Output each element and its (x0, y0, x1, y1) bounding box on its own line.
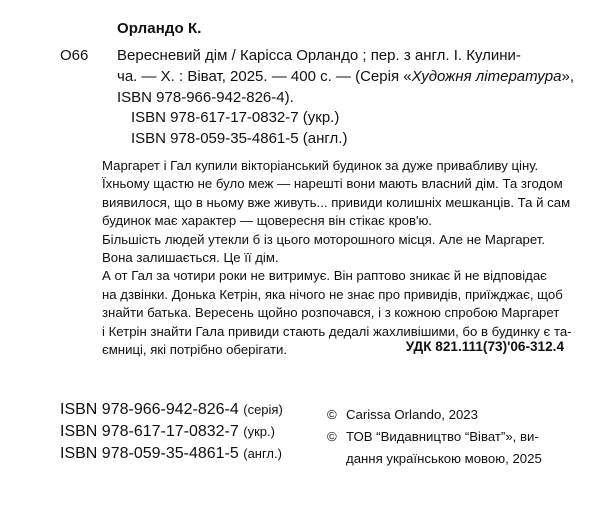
annotation-line: Їхньому щастю не було меж — нарешті вони мають власний дім. Та згодом (102, 176, 563, 192)
bottom-isbn: ISBN 978-059-35-4861-5 (англ.) (60, 445, 282, 462)
author-name: Орландо К. (117, 20, 202, 37)
copyright-block (327, 404, 572, 470)
annotation-line: Більшість людей утекли б із цього моторошного місця. Але не Маргарет. (102, 231, 546, 247)
series-name: Художня література (411, 68, 562, 85)
annotation-line: виявилося, що в ньому вже живуть... привиди колишніх мешканців. Та й сам (102, 194, 571, 210)
bottom-isbn: ISBN 978-966-942-826-4 (серія) (60, 401, 283, 418)
bottom-isbn: ISBN 978-617-17-0832-7 (укр.) (60, 423, 275, 440)
copyright-publisher-continued: дання українською мовою, 2025 (346, 451, 542, 466)
header-isbn: ISBN 978-059-35-4861-5 (англ.) (131, 130, 348, 147)
annotation-line: знайти батька. Вересень щойно розпочався, і з кожною спробою Маргарет (102, 305, 560, 321)
annotation-line: Вона залишається. Це її дім. (102, 250, 279, 266)
biblio-line: ISBN 978-966-942-826-4). (117, 89, 294, 106)
copyright-icon: © (327, 407, 337, 422)
annotation-line: і Кетрін знайти Гала привиди стають дедалі жахливішими, бо в будинку є та- (102, 323, 572, 339)
bibliographic-description (117, 45, 574, 108)
annotation-line: будинок має характер — щовересня він стікає кров'ю. (102, 213, 433, 229)
copyright-author: © Carissa Orlando, 2023 (327, 404, 572, 426)
copyright-publisher: © ТОВ “Видавництво “Віват”», ви- (327, 426, 572, 448)
biblio-line: ча. — Х. : Віват, 2025. — 400 с. — (Серія «Художня література», (117, 68, 574, 85)
bottom-isbn-list (60, 399, 283, 465)
header-isbn-list (131, 107, 347, 149)
udk-code: УДК 821.111(73)'06-312.4 (405, 339, 564, 354)
annotation-text (102, 157, 572, 359)
copyright-icon: © (327, 429, 337, 444)
header-isbn: ISBN 978-617-17-0832-7 (укр.) (131, 109, 340, 126)
author-code: О66 (60, 47, 89, 64)
biblio-line: Вересневий дім / Карісса Орландо ; пер. з англ. І. Кулини- (117, 47, 521, 64)
annotation-line: на дзвінки. Донька Кетрін, яка нічого не знає про привидів, приїжджає, щоб (102, 286, 563, 302)
annotation-line: Маргарет і Гал купили вікторіанський будинок за дуже привабливу ціну. (102, 158, 539, 173)
annotation-line: А от Гал за чотири роки не витримує. Він раптово зникає й не відповідає (102, 268, 547, 284)
annotation-line: ємниці, які потрібно оберігати. (102, 342, 288, 358)
